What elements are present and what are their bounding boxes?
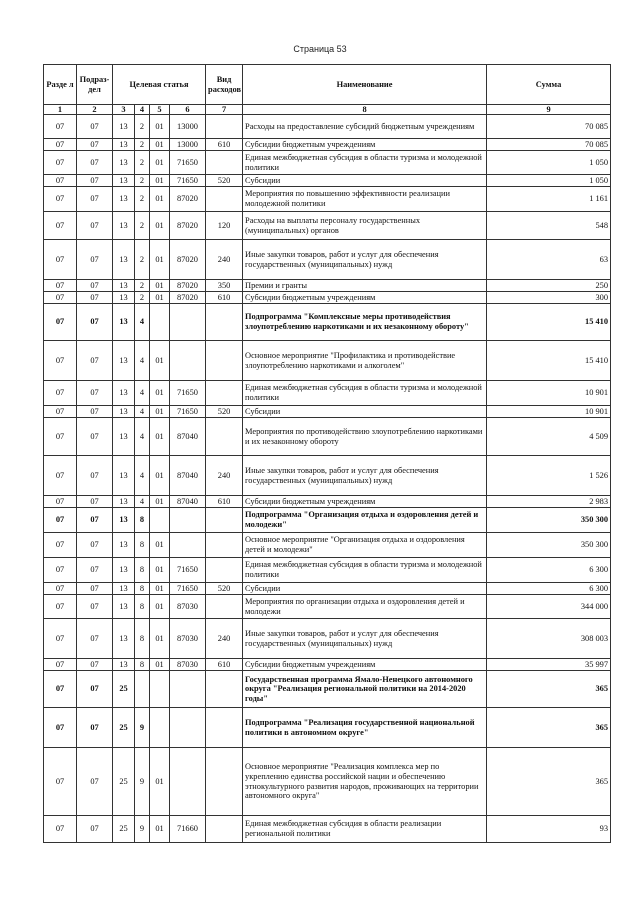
cell-name: Единая межбюджетная субсидия в области туризма и молодежной политики xyxy=(243,558,487,583)
header-razdel: Разде л xyxy=(44,65,77,105)
table-row xyxy=(44,671,611,708)
cell-podrazdel: 07 xyxy=(77,816,113,843)
cell-vid xyxy=(206,816,243,843)
header-tselevaya: Целевая статья xyxy=(113,65,206,105)
cell-razdel: 07 xyxy=(44,583,77,595)
cell-direction: 87030 xyxy=(170,595,206,619)
cell-name: Иные закупки товаров, работ и услуг для обеспечения государственных (муниципальных) нужд xyxy=(243,456,487,496)
cell-program: 25 xyxy=(113,748,135,816)
cell-program: 25 xyxy=(113,816,135,843)
cell-sum: 350 300 xyxy=(487,533,611,558)
cell-subprogram: 2 xyxy=(135,151,150,175)
col-number: 3 xyxy=(113,105,135,115)
cell-razdel: 07 xyxy=(44,280,77,292)
cell-podrazdel: 07 xyxy=(77,619,113,659)
cell-sum: 70 085 xyxy=(487,139,611,151)
cell-vid xyxy=(206,533,243,558)
cell-name: Иные закупки товаров, работ и услуг для обеспечения государственных (муниципальных) нужд xyxy=(243,240,487,280)
col-number: 8 xyxy=(243,105,487,115)
cell-razdel: 07 xyxy=(44,341,77,381)
cell-podrazdel: 07 xyxy=(77,418,113,456)
cell-sum: 15 410 xyxy=(487,304,611,341)
cell-subprogram: 9 xyxy=(135,748,150,816)
cell-podrazdel: 07 xyxy=(77,115,113,139)
cell-event xyxy=(150,304,170,341)
cell-program: 13 xyxy=(113,659,135,671)
cell-sum: 250 xyxy=(487,280,611,292)
cell-name: Единая межбюджетная субсидия в области туризма и молодежной политики xyxy=(243,151,487,175)
cell-razdel: 07 xyxy=(44,418,77,456)
cell-vid: 520 xyxy=(206,583,243,595)
cell-event: 01 xyxy=(150,406,170,418)
table-row xyxy=(44,139,611,151)
cell-sum: 4 509 xyxy=(487,418,611,456)
table-row xyxy=(44,151,611,175)
cell-direction: 87040 xyxy=(170,456,206,496)
cell-direction: 87020 xyxy=(170,280,206,292)
cell-podrazdel: 07 xyxy=(77,595,113,619)
cell-name: Расходы на выплаты персоналу государственных (муниципальных) органов xyxy=(243,212,487,240)
cell-event: 01 xyxy=(150,558,170,583)
cell-subprogram: 4 xyxy=(135,496,150,508)
cell-event: 01 xyxy=(150,816,170,843)
col-number: 9 xyxy=(487,105,611,115)
cell-program: 13 xyxy=(113,280,135,292)
cell-name: Государственная программа Ямало-Ненецкого автономного округа "Реализация региональной политики на 2014-2020 годы" xyxy=(243,671,487,708)
cell-sum: 93 xyxy=(487,816,611,843)
cell-razdel: 07 xyxy=(44,671,77,708)
cell-event: 01 xyxy=(150,139,170,151)
cell-direction: 87020 xyxy=(170,292,206,304)
header-sum: Сумма xyxy=(487,65,611,105)
cell-direction xyxy=(170,304,206,341)
cell-name: Мероприятия по повышению эффективности реализации молодежной политики xyxy=(243,187,487,212)
cell-name: Субсидии бюджетным учреждениям xyxy=(243,496,487,508)
cell-podrazdel: 07 xyxy=(77,187,113,212)
cell-subprogram: 8 xyxy=(135,619,150,659)
cell-sum: 10 901 xyxy=(487,406,611,418)
cell-direction: 71650 xyxy=(170,406,206,418)
cell-name: Основное мероприятие "Профилактика и противодействие злоупотреблению наркотиками и алкоголем" xyxy=(243,341,487,381)
cell-direction: 71650 xyxy=(170,381,206,406)
cell-razdel: 07 xyxy=(44,456,77,496)
header-vid: Вид расходов xyxy=(206,65,243,105)
cell-direction: 87030 xyxy=(170,619,206,659)
cell-event: 01 xyxy=(150,240,170,280)
cell-program: 25 xyxy=(113,671,135,708)
cell-vid xyxy=(206,304,243,341)
cell-name: Мероприятия по организации отдыха и оздоровления детей и молодежи xyxy=(243,595,487,619)
table-row xyxy=(44,280,611,292)
table-row xyxy=(44,748,611,816)
cell-program: 13 xyxy=(113,533,135,558)
cell-razdel: 07 xyxy=(44,708,77,748)
cell-subprogram xyxy=(135,671,150,708)
cell-direction xyxy=(170,533,206,558)
cell-name: Основное мероприятие "Реализация комплекса мер по укреплению единства российской нации и обеспечению этнокультурного развития народов, проживающих на территории автономного округа" xyxy=(243,748,487,816)
table-row xyxy=(44,187,611,212)
cell-event: 01 xyxy=(150,456,170,496)
cell-sum: 300 xyxy=(487,292,611,304)
cell-program: 13 xyxy=(113,187,135,212)
cell-razdel: 07 xyxy=(44,139,77,151)
cell-subprogram: 8 xyxy=(135,533,150,558)
cell-program: 13 xyxy=(113,212,135,240)
cell-razdel: 07 xyxy=(44,816,77,843)
table-row xyxy=(44,292,611,304)
cell-direction xyxy=(170,708,206,748)
cell-podrazdel: 07 xyxy=(77,240,113,280)
table-row xyxy=(44,115,611,139)
cell-sum: 1 161 xyxy=(487,187,611,212)
table-row xyxy=(44,496,611,508)
cell-sum: 365 xyxy=(487,671,611,708)
cell-event: 01 xyxy=(150,418,170,456)
col-number: 4 xyxy=(135,105,150,115)
cell-direction: 87030 xyxy=(170,659,206,671)
cell-event xyxy=(150,708,170,748)
cell-podrazdel: 07 xyxy=(77,558,113,583)
cell-name: Подпрограмма "Комплексные меры противодействия злоупотреблению наркотиками и их незаконному обороту" xyxy=(243,304,487,341)
header-podrazdel: Подраз- дел xyxy=(77,65,113,105)
cell-name: Иные закупки товаров, работ и услуг для обеспечения государственных (муниципальных) нужд xyxy=(243,619,487,659)
cell-direction: 71650 xyxy=(170,151,206,175)
cell-subprogram: 4 xyxy=(135,418,150,456)
cell-podrazdel: 07 xyxy=(77,659,113,671)
cell-program: 13 xyxy=(113,115,135,139)
cell-razdel: 07 xyxy=(44,240,77,280)
cell-podrazdel: 07 xyxy=(77,583,113,595)
cell-podrazdel: 07 xyxy=(77,708,113,748)
cell-event: 01 xyxy=(150,496,170,508)
cell-direction xyxy=(170,508,206,533)
cell-razdel: 07 xyxy=(44,175,77,187)
cell-sum: 2 983 xyxy=(487,496,611,508)
cell-name: Субсидии бюджетным учреждениям xyxy=(243,292,487,304)
cell-sum: 350 300 xyxy=(487,508,611,533)
cell-sum: 1 050 xyxy=(487,175,611,187)
cell-podrazdel: 07 xyxy=(77,671,113,708)
cell-name: Субсидии xyxy=(243,583,487,595)
cell-program: 13 xyxy=(113,619,135,659)
col-number: 6 xyxy=(170,105,206,115)
cell-sum: 70 085 xyxy=(487,115,611,139)
cell-event: 01 xyxy=(150,212,170,240)
cell-podrazdel: 07 xyxy=(77,175,113,187)
cell-program: 13 xyxy=(113,508,135,533)
cell-razdel: 07 xyxy=(44,496,77,508)
cell-program: 13 xyxy=(113,381,135,406)
cell-razdel: 07 xyxy=(44,187,77,212)
cell-podrazdel: 07 xyxy=(77,456,113,496)
cell-subprogram: 2 xyxy=(135,115,150,139)
cell-subprogram: 2 xyxy=(135,212,150,240)
cell-subprogram: 2 xyxy=(135,292,150,304)
cell-direction: 87040 xyxy=(170,496,206,508)
cell-sum: 10 901 xyxy=(487,381,611,406)
cell-direction xyxy=(170,748,206,816)
cell-vid xyxy=(206,708,243,748)
cell-event: 01 xyxy=(150,151,170,175)
cell-vid: 610 xyxy=(206,659,243,671)
cell-razdel: 07 xyxy=(44,533,77,558)
cell-event: 01 xyxy=(150,175,170,187)
cell-direction: 71650 xyxy=(170,583,206,595)
cell-vid: 350 xyxy=(206,280,243,292)
cell-program: 13 xyxy=(113,304,135,341)
cell-event: 01 xyxy=(150,341,170,381)
cell-vid: 610 xyxy=(206,139,243,151)
cell-vid xyxy=(206,558,243,583)
table-row xyxy=(44,212,611,240)
cell-program: 13 xyxy=(113,341,135,381)
column-number-row xyxy=(44,105,611,115)
table-row xyxy=(44,418,611,456)
cell-program: 13 xyxy=(113,175,135,187)
cell-sum: 1 526 xyxy=(487,456,611,496)
cell-subprogram: 9 xyxy=(135,708,150,748)
cell-sum: 344 000 xyxy=(487,595,611,619)
cell-program: 13 xyxy=(113,139,135,151)
cell-vid xyxy=(206,671,243,708)
cell-vid: 520 xyxy=(206,406,243,418)
cell-podrazdel: 07 xyxy=(77,139,113,151)
table-row xyxy=(44,708,611,748)
cell-direction: 71650 xyxy=(170,558,206,583)
table-row xyxy=(44,341,611,381)
cell-vid xyxy=(206,187,243,212)
cell-vid: 240 xyxy=(206,456,243,496)
table-row xyxy=(44,456,611,496)
cell-subprogram: 2 xyxy=(135,139,150,151)
cell-vid: 120 xyxy=(206,212,243,240)
cell-podrazdel: 07 xyxy=(77,496,113,508)
table-row xyxy=(44,533,611,558)
cell-podrazdel: 07 xyxy=(77,381,113,406)
cell-razdel: 07 xyxy=(44,151,77,175)
cell-podrazdel: 07 xyxy=(77,533,113,558)
table-row xyxy=(44,619,611,659)
cell-razdel: 07 xyxy=(44,558,77,583)
cell-sum: 6 300 xyxy=(487,558,611,583)
cell-razdel: 07 xyxy=(44,748,77,816)
cell-razdel: 07 xyxy=(44,406,77,418)
cell-vid: 520 xyxy=(206,175,243,187)
cell-vid xyxy=(206,115,243,139)
cell-subprogram: 2 xyxy=(135,280,150,292)
cell-sum: 35 997 xyxy=(487,659,611,671)
cell-podrazdel: 07 xyxy=(77,341,113,381)
cell-sum: 308 003 xyxy=(487,619,611,659)
cell-name: Премии и гранты xyxy=(243,280,487,292)
table-row xyxy=(44,381,611,406)
cell-event: 01 xyxy=(150,533,170,558)
cell-event: 01 xyxy=(150,659,170,671)
table-body xyxy=(44,115,611,843)
cell-podrazdel: 07 xyxy=(77,212,113,240)
cell-direction: 87040 xyxy=(170,418,206,456)
cell-sum: 1 050 xyxy=(487,151,611,175)
cell-subprogram: 4 xyxy=(135,341,150,381)
cell-sum: 548 xyxy=(487,212,611,240)
cell-program: 13 xyxy=(113,558,135,583)
table-row xyxy=(44,583,611,595)
cell-vid xyxy=(206,508,243,533)
cell-subprogram: 2 xyxy=(135,187,150,212)
col-number: 1 xyxy=(44,105,77,115)
cell-subprogram: 8 xyxy=(135,659,150,671)
budget-table xyxy=(43,64,611,843)
cell-direction: 87020 xyxy=(170,187,206,212)
cell-event xyxy=(150,508,170,533)
cell-direction: 87020 xyxy=(170,212,206,240)
page-label: Страница 53 xyxy=(293,44,347,54)
table-row xyxy=(44,508,611,533)
cell-program: 13 xyxy=(113,456,135,496)
table-row xyxy=(44,659,611,671)
cell-program: 25 xyxy=(113,708,135,748)
cell-name: Расходы на предоставление субсидий бюджетным учреждениям xyxy=(243,115,487,139)
cell-subprogram: 8 xyxy=(135,558,150,583)
cell-razdel: 07 xyxy=(44,659,77,671)
cell-program: 13 xyxy=(113,595,135,619)
cell-sum: 6 300 xyxy=(487,583,611,595)
cell-name: Основное мероприятие "Организация отдыха и оздоровления детей и молодежи" xyxy=(243,533,487,558)
table-row xyxy=(44,175,611,187)
cell-direction xyxy=(170,341,206,381)
cell-vid xyxy=(206,748,243,816)
cell-sum: 365 xyxy=(487,708,611,748)
cell-subprogram: 9 xyxy=(135,816,150,843)
cell-direction: 13000 xyxy=(170,115,206,139)
cell-razdel: 07 xyxy=(44,115,77,139)
table-row xyxy=(44,406,611,418)
cell-vid xyxy=(206,381,243,406)
cell-sum: 365 xyxy=(487,748,611,816)
cell-name: Субсидии xyxy=(243,406,487,418)
cell-program: 13 xyxy=(113,406,135,418)
cell-sum: 15 410 xyxy=(487,341,611,381)
cell-direction: 87020 xyxy=(170,240,206,280)
cell-sum: 63 xyxy=(487,240,611,280)
cell-name: Подпрограмма "Реализация государственной национальной политики в автономном округе" xyxy=(243,708,487,748)
cell-vid xyxy=(206,595,243,619)
cell-subprogram: 4 xyxy=(135,381,150,406)
cell-subprogram: 4 xyxy=(135,304,150,341)
cell-event: 01 xyxy=(150,583,170,595)
table-row xyxy=(44,558,611,583)
cell-vid: 610 xyxy=(206,496,243,508)
cell-vid: 240 xyxy=(206,240,243,280)
table-row xyxy=(44,595,611,619)
cell-event: 01 xyxy=(150,280,170,292)
cell-direction: 13000 xyxy=(170,139,206,151)
cell-podrazdel: 07 xyxy=(77,292,113,304)
cell-razdel: 07 xyxy=(44,292,77,304)
cell-subprogram: 8 xyxy=(135,583,150,595)
cell-program: 13 xyxy=(113,496,135,508)
cell-razdel: 07 xyxy=(44,508,77,533)
cell-podrazdel: 07 xyxy=(77,508,113,533)
header-name: Наименование xyxy=(243,65,487,105)
cell-razdel: 07 xyxy=(44,381,77,406)
cell-subprogram: 4 xyxy=(135,456,150,496)
cell-vid xyxy=(206,151,243,175)
cell-event: 01 xyxy=(150,292,170,304)
cell-event: 01 xyxy=(150,619,170,659)
cell-subprogram: 2 xyxy=(135,240,150,280)
table-row xyxy=(44,240,611,280)
cell-name: Подпрограмма "Организация отдыха и оздоровления детей и молодежи" xyxy=(243,508,487,533)
cell-razdel: 07 xyxy=(44,595,77,619)
cell-subprogram: 8 xyxy=(135,508,150,533)
cell-program: 13 xyxy=(113,583,135,595)
cell-event: 01 xyxy=(150,595,170,619)
col-number: 5 xyxy=(150,105,170,115)
col-number: 7 xyxy=(206,105,243,115)
cell-event: 01 xyxy=(150,381,170,406)
cell-direction: 71660 xyxy=(170,816,206,843)
cell-razdel: 07 xyxy=(44,304,77,341)
cell-vid: 240 xyxy=(206,619,243,659)
cell-program: 13 xyxy=(113,418,135,456)
cell-program: 13 xyxy=(113,292,135,304)
cell-name: Субсидии бюджетным учреждениям xyxy=(243,139,487,151)
cell-program: 13 xyxy=(113,240,135,280)
table-row xyxy=(44,816,611,843)
cell-podrazdel: 07 xyxy=(77,406,113,418)
cell-podrazdel: 07 xyxy=(77,280,113,292)
cell-razdel: 07 xyxy=(44,212,77,240)
cell-event: 01 xyxy=(150,115,170,139)
cell-event: 01 xyxy=(150,748,170,816)
cell-event: 01 xyxy=(150,187,170,212)
cell-vid xyxy=(206,341,243,381)
cell-event xyxy=(150,671,170,708)
cell-podrazdel: 07 xyxy=(77,748,113,816)
cell-name: Единая межбюджетная субсидия в области туризма и молодежной политики xyxy=(243,381,487,406)
cell-name: Мероприятия по противодействию злоупотреблению наркотиками и их незаконному обороту xyxy=(243,418,487,456)
cell-subprogram: 4 xyxy=(135,406,150,418)
cell-podrazdel: 07 xyxy=(77,151,113,175)
cell-vid xyxy=(206,418,243,456)
cell-subprogram: 2 xyxy=(135,175,150,187)
col-number: 2 xyxy=(77,105,113,115)
cell-name: Единая межбюджетная субсидия в области реализации региональной политики xyxy=(243,816,487,843)
cell-name: Субсидии xyxy=(243,175,487,187)
cell-direction xyxy=(170,671,206,708)
header-row xyxy=(44,65,611,105)
cell-direction: 71650 xyxy=(170,175,206,187)
cell-subprogram: 8 xyxy=(135,595,150,619)
cell-razdel: 07 xyxy=(44,619,77,659)
cell-podrazdel: 07 xyxy=(77,304,113,341)
table-row xyxy=(44,304,611,341)
cell-program: 13 xyxy=(113,151,135,175)
cell-vid: 610 xyxy=(206,292,243,304)
cell-name: Субсидии бюджетным учреждениям xyxy=(243,659,487,671)
